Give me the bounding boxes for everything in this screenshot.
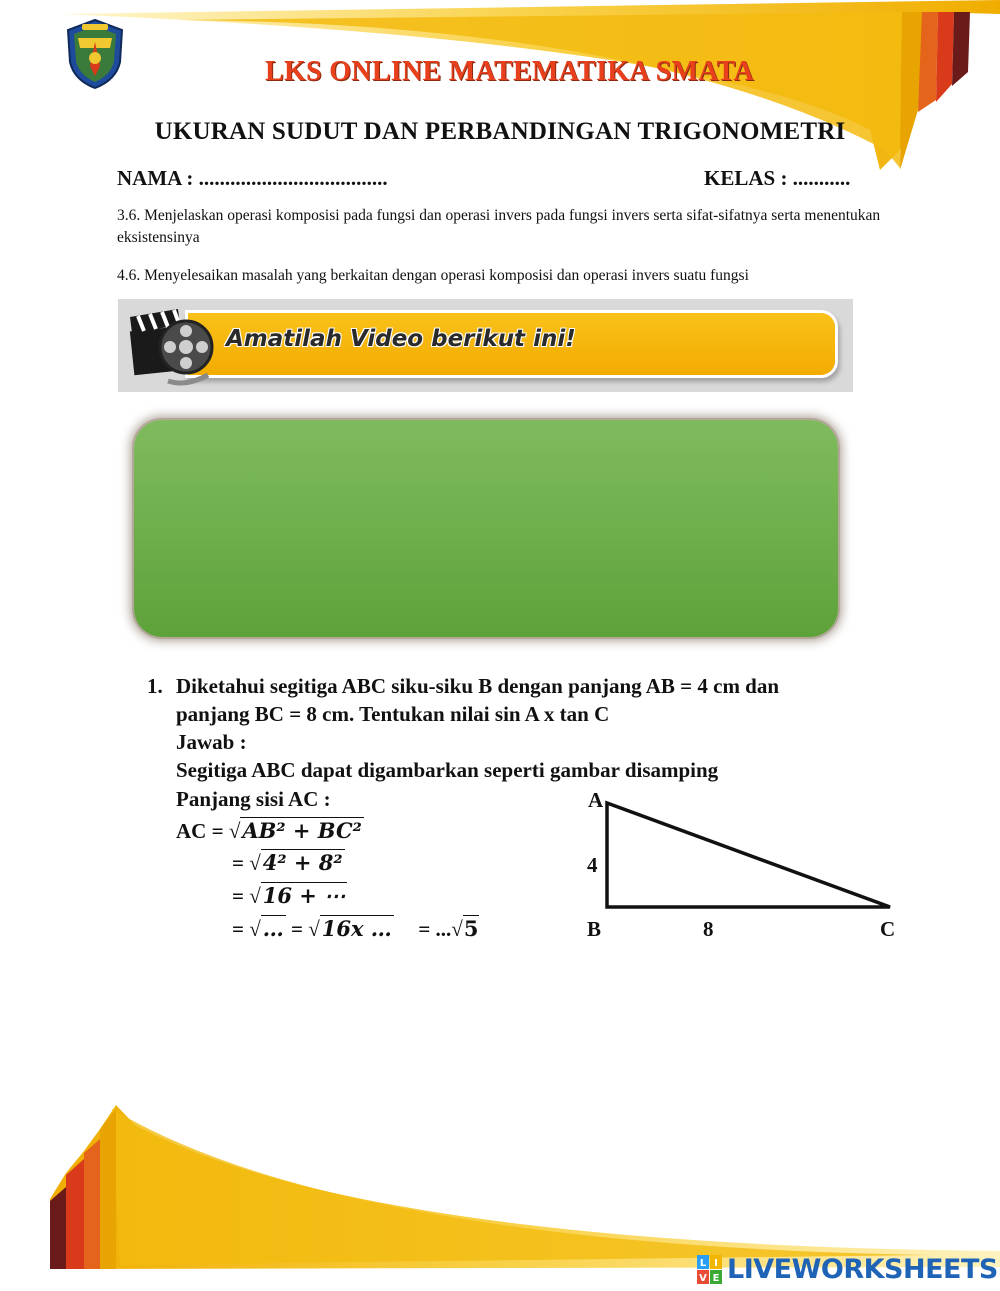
answer-description: Segitiga ABC dapat digambarkan seperti gambar disamping [176,758,719,782]
vertex-c-label: C [880,917,896,941]
film-clapper-icon [128,303,218,389]
side-bc-label: 8 [703,917,714,941]
math-step-3-radicand: 16 + ⋯ [262,883,346,908]
liveworksheets-brand-text: LIVEWORKSHEETS [727,1254,998,1285]
school-emblem-icon [64,18,126,90]
vertex-a-label: A [588,788,604,812]
app-title: LKS ONLINE MATEMATIKA SMATA [265,56,755,87]
math-step-1-radicand: AB² + BC² [242,818,362,843]
math-step-4-result-radicand: 5 [463,916,479,941]
video-banner-text: Amatilah Video berikut ini! [226,326,576,352]
question-text-line-2: panjang BC = 8 cm. Tentukan nilai sin A x tan C [176,702,610,726]
competency-3-6: 3.6. Menjelaskan operasi komposisi pada fungsi dan operasi invers pada fungsi invers serta sifat-sifatnya serta menentukan eksistensinya [117,207,881,246]
math-step-4: = √… = √16x … = ...√5 [232,916,479,941]
math-step-3: = √16 + ⋯ [232,883,346,908]
math-step-2: = √4² + 8² [232,850,343,875]
document-title: UKURAN SUDUT DAN PERBANDINGAN TRIGONOMETRI [154,118,846,145]
math-step-4-radicand-b: 16x … [321,916,392,941]
math-step-4-radicand-a: … [262,916,284,941]
liveworksheets-logo[interactable] [697,1254,998,1284]
math-step-2-radicand: 4² + 8² [262,850,343,875]
right-triangle-diagram [600,795,900,915]
side-ac-label: Panjang sisi AC : [176,787,331,811]
logo-letter-e: E [712,1272,720,1284]
question-text-line-1: Diketahui segitiga ABC siku-siku B dengan panjang AB = 4 cm dan [176,674,780,698]
video-player[interactable] [134,420,838,637]
question-number: 1. [147,674,163,698]
side-ab-label: 4 [587,853,598,877]
math-step-1: AC = √AB² + BC² [176,818,362,843]
logo-letter-l: L [699,1257,707,1269]
logo-letter-v: V [699,1272,707,1284]
class-field: KELAS : ........... [704,166,851,190]
name-field: NAMA : .................................... [117,166,388,190]
liveworksheets-logo-icon [697,1255,723,1285]
vertex-b-label: B [587,917,602,941]
competency-4-6: 4.6. Menyelesaikan masalah yang berkaitan dengan operasi komposisi dan operasi invers suatu fungsi [117,267,749,284]
answer-label: Jawab : [176,730,247,754]
logo-letter-i: I [714,1257,718,1269]
